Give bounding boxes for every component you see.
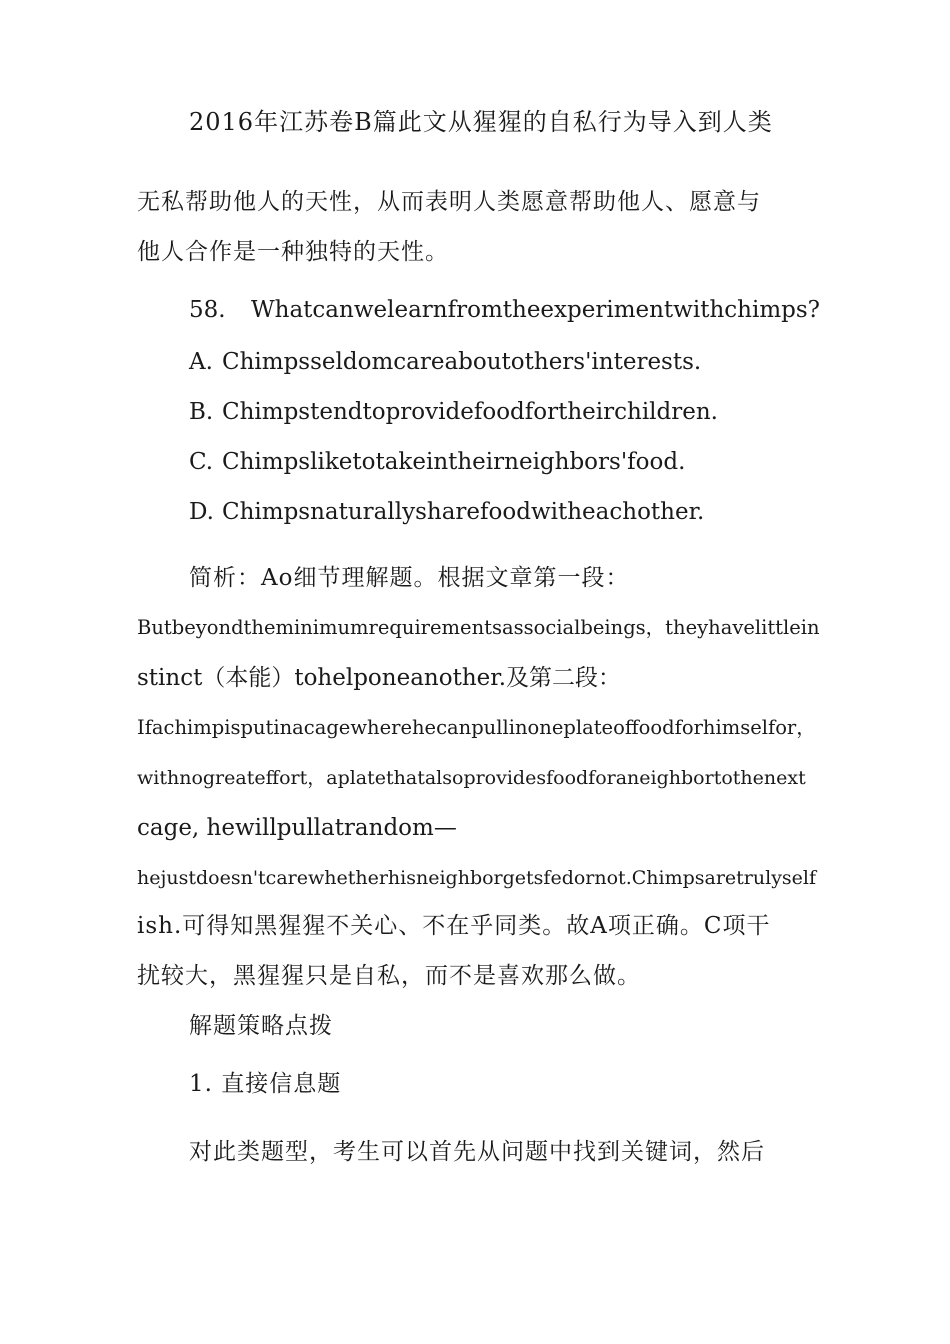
analysis-line-6: cage, hewillpullatrandom— [137, 815, 457, 841]
option-text: Chimpstendtoprovidefoodfortheirchildren. [222, 399, 718, 425]
option-a [189, 347, 701, 377]
analysis-line-1: 简析：Ao细节理解题。根据文章第一段： [189, 565, 630, 591]
intro-line-2: 无私帮助他人的天性，从而表明人类愿意帮助他人、愿意与 [137, 189, 761, 215]
strategy-heading: 解题策略点拨 [189, 1013, 333, 1039]
option-letter: D. [189, 499, 214, 525]
option-text: Chimpsliketotakeintheirneighbors'food. [222, 449, 686, 475]
question-58 [189, 295, 820, 325]
analysis-line-2: Butbeyondtheminimumrequirementsassocialbeings，theyhavelittlein [137, 616, 820, 639]
analysis-line-4: Ifachimpisputinacagewherehecanpullinoneplateoffoodforhimselfor， [137, 716, 816, 739]
option-d [189, 497, 704, 527]
analysis-line-8: ish.可得知黑猩猩不关心、不在乎同类。故A项正确。C项干 [137, 913, 771, 939]
strategy-paragraph: 对此类题型，考生可以首先从问题中找到关键词，然后 [189, 1139, 765, 1165]
option-text: Chimpsseldomcareaboutothers'interests. [222, 349, 702, 375]
option-letter: B. [189, 399, 214, 425]
option-letter: C. [189, 449, 214, 475]
option-c [189, 447, 685, 477]
analysis-line-9: 扰较大，黑猩猩只是自私，而不是喜欢那么做。 [137, 963, 641, 989]
intro-line-1: 2016年江苏卷B篇此文从猩猩的自私行为导入到人类 [189, 108, 773, 136]
question-number: 58. [189, 297, 226, 323]
option-b [189, 397, 718, 427]
strategy-item-1: 1. 直接信息题 [189, 1071, 342, 1097]
analysis-line-5: withnogreateffort，aplatethatalsoprovidesfoodforaneighbortothenext [137, 767, 806, 789]
option-letter: A. [189, 349, 213, 375]
option-text: Chimpsnaturallysharefoodwitheachother. [222, 499, 705, 525]
intro-line-3: 他人合作是一种独特的天性。 [137, 239, 449, 265]
analysis-line-3: stinct（本能）tohelponeanother.及第二段： [137, 665, 622, 691]
analysis-line-7: hejustdoesn'tcarewhetherhisneighborgetsfedornot.Chimpsaretrulyself [137, 867, 817, 889]
question-text: Whatcanwelearnfromtheexperimentwithchimps? [251, 297, 820, 323]
